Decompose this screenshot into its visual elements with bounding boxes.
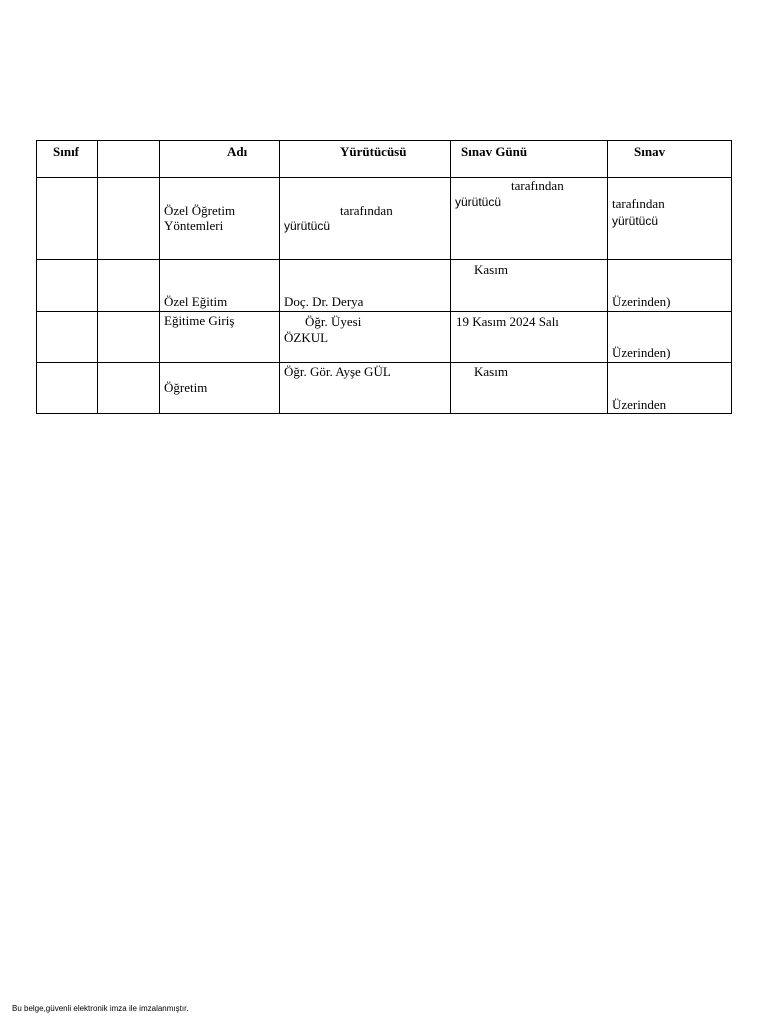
row1-date: yürütücü: [455, 195, 502, 209]
row4-instructor: Öğr. Gör. Ayşe GÜL: [284, 364, 391, 379]
row-divider: [37, 362, 731, 363]
header-sinif: Sınıf: [53, 144, 80, 159]
column-divider: [607, 141, 608, 413]
row1-course: Özel Öğretim: [164, 203, 236, 218]
row2-exam: Üzerinden): [612, 294, 671, 309]
row3-course: Eğitime Giriş: [164, 313, 235, 328]
e-signature-footer: Bu belge,güvenli elektronik imza ile imzalanmıştır.: [12, 1004, 189, 1013]
row4-exam: Üzerinden: [612, 397, 667, 412]
header-yurutucusu: Yürütücüsü: [340, 144, 407, 159]
column-divider: [279, 141, 280, 413]
row1-exam: tarafından: [612, 196, 665, 211]
row2-course: Özel Eğitim: [164, 294, 228, 309]
row2-date: Kasım: [474, 262, 508, 277]
row1-course: Yöntemleri: [164, 218, 224, 233]
exam-schedule-table: [36, 140, 732, 414]
header-sinav: Sınav: [634, 144, 666, 159]
column-divider: [97, 141, 98, 413]
row1-date: tarafından: [511, 178, 564, 193]
row3-instructor: Öğr. Üyesi: [305, 314, 362, 329]
header-adi: Adı: [227, 144, 248, 159]
row1-exam: yürütücü: [612, 214, 659, 228]
row4-date: Kasım: [474, 364, 508, 379]
row2-instructor: Doç. Dr. Derya: [284, 294, 364, 309]
row1-instructor: yürütücü: [284, 219, 331, 233]
row3-instructor: ÖZKUL: [284, 330, 329, 345]
row-divider: [37, 311, 731, 312]
row4-course: Öğretim: [164, 380, 208, 395]
row-divider: [37, 177, 731, 178]
row-divider: [37, 259, 731, 260]
row3-exam: Üzerinden): [612, 345, 671, 360]
row1-instructor: tarafından: [340, 203, 393, 218]
column-divider: [450, 141, 451, 413]
column-divider: [159, 141, 160, 413]
header-sinav-gunu: Sınav Günü: [461, 144, 528, 159]
row3-date: 19 Kasım 2024 Salı: [456, 314, 559, 329]
